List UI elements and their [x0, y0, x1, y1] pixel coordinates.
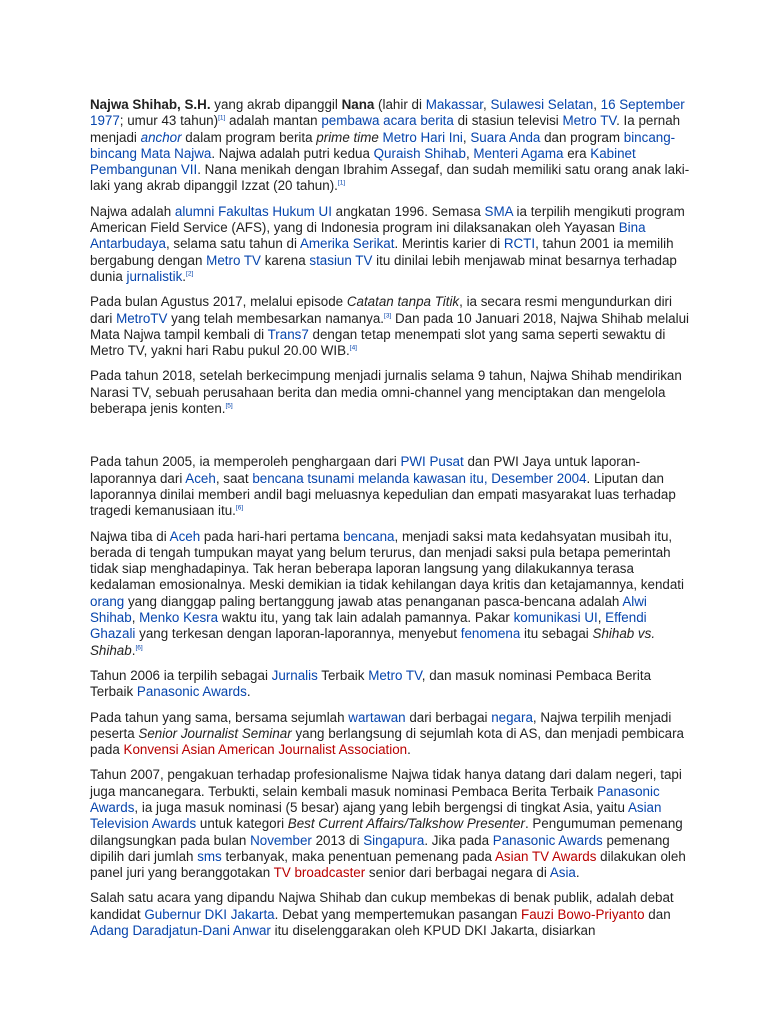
body-text: adalah mantan: [225, 113, 322, 129]
wiki-link[interactable]: Asian Television Awards: [90, 799, 662, 832]
body-text: Pada tahun 2018, setelah berkecimpung menjadi jurnalis selama 9 tahun, Najwa Shihab mendirikan Narasi TV, sebuah perusahaan berita dan media omni-channel yang menciptakan dan mengelola beberapa jenis konten.: [90, 368, 682, 417]
body-text: Terbaik: [317, 667, 369, 683]
article-body: [90, 97, 690, 948]
body-text: 2013 di: [311, 832, 364, 848]
redlink[interactable]: Konvensi Asian American Journalist Association: [123, 742, 408, 758]
wiki-link[interactable]: 16 September: [600, 97, 685, 112]
wiki-link[interactable]: November: [250, 832, 312, 848]
body-text: dari berbagai: [405, 709, 492, 725]
body-text: ; umur 43 tahun): [119, 113, 219, 129]
body-text: . Liputan dan laporannya dinilai memberi andil bagi meluasnya kepedulian dan empati masyarakat luas terhadap tragedi kemanusiaan itu.: [90, 470, 676, 519]
body-text: karena: [261, 252, 310, 268]
paragraph: [90, 529, 690, 659]
body-text: ,: [131, 610, 140, 626]
wiki-link[interactable]: fenomena: [460, 626, 521, 642]
wiki-link[interactable]: Singapura: [363, 832, 425, 848]
wiki-link[interactable]: Menko Kesra: [139, 610, 219, 626]
citation-ref[interactable]: [5]: [225, 402, 233, 410]
wiki-link[interactable]: pembawa acara berita: [321, 113, 454, 129]
paragraph: [90, 97, 690, 195]
italic-text: prime time: [316, 129, 379, 145]
body-text: . Jika pada: [424, 832, 493, 848]
wiki-link[interactable]: Fakultas Hukum UI: [218, 203, 332, 219]
paragraph: [90, 767, 690, 881]
wiki-link[interactable]: jurnalistik: [126, 268, 183, 284]
italic-text: Senior Journalist Seminar: [138, 725, 292, 741]
body-text: (lahir di: [374, 97, 426, 112]
body-text: ,: [593, 97, 601, 112]
wiki-link[interactable]: negara: [491, 709, 533, 725]
wiki-link[interactable]: Kabinet Pembangunan VII: [90, 145, 636, 178]
body-text: Pada tahun 2005, ia memperoleh penghargaan dari: [90, 454, 401, 470]
citation-ref[interactable]: [1]: [218, 114, 226, 122]
paragraph: [90, 710, 690, 759]
wiki-link[interactable]: Suara Anda: [470, 129, 541, 145]
body-text: , dan masuk nominasi Pembaca Berita Terbaik: [90, 667, 652, 700]
wiki-link[interactable]: komunikasi: [513, 610, 581, 626]
body-text: dan: [644, 906, 671, 922]
wiki-link[interactable]: Metro Hari Ini: [382, 129, 463, 145]
body-text: , menjadi saksi mata kedahsyatan musibah itu, berada di tengah tumpukan mayat yang belum terurus, dan menjadi saksi pula betapa pemerintah tidak siap menghadapinya. Tak heran beberapa laporan langsung yang dilakukannya terasa kedalaman emosionalnya. Meski demikian ia tidak kehilangan daya kritis dan ketajamannya, kendati: [90, 528, 684, 593]
body-text: dan PWI Jaya untuk laporan-laporannya dari: [90, 454, 641, 486]
wiki-link[interactable]: Aceh: [185, 470, 216, 486]
body-text: ,: [483, 97, 491, 112]
body-text: ia terpilih mengikuti program American Field Service (AFS), yang di Indonesia program ini dilaksanakan oleh Yayasan: [90, 203, 685, 236]
wiki-link[interactable]: DKI Jakarta: [204, 906, 275, 922]
wiki-link[interactable]: [141, 130, 182, 145]
wiki-link[interactable]: Aceh: [169, 528, 201, 544]
body-text: untuk kategori: [196, 816, 288, 832]
citation-ref[interactable]: [6]: [235, 504, 244, 512]
italic-text: Best Current Affairs/Talkshow Presenter: [287, 816, 525, 832]
body-text: angkatan 1996. Semasa: [331, 203, 485, 219]
body-text: di stasiun televisi: [453, 113, 563, 129]
body-text: , ia secara resmi mengundurkan diri dari: [90, 294, 672, 326]
body-text: Pada tahun yang sama, bersama sejumlah: [90, 709, 349, 725]
wiki-link[interactable]: Jurnalis: [271, 667, 318, 683]
wiki-link[interactable]: RCTI: [503, 236, 536, 252]
body-text: yang akrab dipanggil: [210, 97, 342, 112]
wiki-link[interactable]: wartawan: [348, 709, 406, 725]
body-text: dalam program berita: [181, 129, 317, 145]
body-text: ,: [465, 145, 474, 161]
body-text: terbanyak, maka penentuan pemenang pada: [221, 848, 495, 864]
wiki-link[interactable]: Sulawesi Selatan: [490, 97, 594, 112]
body-text: Tahun 2007, pengakuan terhadap profesionalisme Najwa tidak hanya datang dari dalam negeri, tapi juga mancanegara. Terbukti, selain kembali masuk nominasi Pembaca Berita Terbaik: [90, 767, 682, 799]
wiki-link[interactable]: Makassar: [425, 97, 483, 112]
wiki-link[interactable]: bencana: [343, 528, 395, 544]
wiki-link[interactable]: 1977: [90, 113, 120, 129]
body-text: yang telah membesarkan namanya.: [167, 310, 385, 326]
body-text: yang terkesan dengan laporan-laporannya, menyebut: [135, 626, 461, 642]
wiki-link[interactable]: UI: [584, 610, 598, 626]
redlink[interactable]: Asian TV Awards: [494, 848, 597, 864]
body-text: Tahun 2006 ia terpilih sebagai: [90, 667, 272, 683]
wiki-link[interactable]: Amerika Serikat: [299, 236, 395, 252]
wiki-link[interactable]: orang: [90, 593, 125, 609]
body-text: ,: [597, 610, 606, 626]
body-text: . Debat yang mempertemukan pasangan: [274, 906, 522, 922]
body-text: pada hari-hari pertama: [200, 528, 344, 544]
body-text: yang dianggap paling bertanggung jawab atas penanganan pasca-bencana adalah: [124, 593, 623, 609]
bold-text: Najwa Shihab, S.H.: [90, 97, 211, 112]
citation-ref[interactable]: [6]: [135, 644, 143, 652]
citation-ref[interactable]: [1]: [337, 180, 346, 188]
body-text: . Nana menikah dengan Ibrahim Assegaf, dan sudah memiliki satu orang anak laki-laki yang akrab dipanggil Izzat (20 tahun).: [90, 162, 690, 194]
body-text: dengan tetap menempati slot yang sama seperti sewaktu di Metro TV, yakni hari Rabu pukul 20.00 WIB.: [90, 326, 666, 359]
body-text: ,: [462, 129, 471, 145]
body-text: Pada bulan Agustus 2017, melalui episode: [90, 294, 347, 310]
redlink[interactable]: Fauzi Bowo-Priyanto: [521, 906, 645, 922]
body-text: . Najwa adalah putri kedua: [211, 145, 374, 161]
wiki-link[interactable]: Mata Najwa: [140, 145, 212, 161]
paragraph: [90, 668, 690, 701]
body-text: .: [246, 684, 251, 700]
body-text: Najwa tiba di: [90, 528, 170, 544]
body-text: itu sebagai: [520, 626, 593, 642]
italic-text: Catatan tanpa Titik: [346, 294, 460, 310]
wiki-link[interactable]: Panasonic Awards: [136, 684, 247, 700]
body-text: . Pengumuman pemenang dilangsungkan pada bulan: [90, 816, 683, 848]
body-text: , ia juga masuk nominasi (5 besar) ajang yang lebih bergengsi di tingkat Asia, yaitu: [134, 799, 628, 815]
paragraph: [90, 204, 690, 285]
wiki-link[interactable]: Menteri Agama: [473, 145, 564, 161]
paragraph: [90, 294, 690, 359]
body-text: dilakukan oleh panel juri yang beranggotakan: [90, 848, 686, 881]
redlink[interactable]: TV broadcaster: [273, 865, 366, 881]
paragraph: [90, 368, 690, 417]
wiki-link[interactable]: stasiun TV: [309, 252, 373, 268]
wiki-link[interactable]: Trans7: [267, 326, 309, 342]
wiki-link[interactable]: Effendi Ghazali: [90, 610, 647, 642]
citation-ref[interactable]: [4]: [349, 344, 357, 352]
paragraph: [90, 890, 690, 939]
body-text: . Merintis karier di: [394, 236, 504, 252]
wiki-link[interactable]: Metro TV: [562, 113, 617, 129]
citation-ref[interactable]: [2]: [186, 270, 194, 278]
wiki-link[interactable]: Quraish Shihab: [373, 145, 466, 161]
wiki-link[interactable]: Bina Antarbudaya: [90, 220, 646, 252]
body-text: itu diselenggarakan oleh KPUD DKI Jakarta, disiarkan: [270, 923, 596, 939]
italic-link-text: anchor: [140, 129, 182, 145]
wiki-link[interactable]: bincang-bincang: [90, 129, 676, 161]
citation-ref[interactable]: [3]: [384, 312, 392, 320]
wiki-link[interactable]: PWI Pusat: [400, 454, 464, 470]
body-text: yang berlangsung di sejumlah kota di AS, dan menjadi pembicara pada: [90, 725, 685, 758]
wiki-link[interactable]: alumni: [174, 203, 215, 219]
body-text: era: [563, 145, 591, 161]
wiki-link[interactable]: Panasonic Awards: [492, 832, 603, 848]
paragraph: [90, 454, 690, 519]
wiki-link[interactable]: Adang Daradjatun-Dani Anwar: [90, 923, 271, 939]
body-text: waktu itu, yang tak lain adalah pamannya. Pakar: [218, 610, 514, 626]
body-text: pemenang dipilih dari jumlah: [90, 832, 670, 864]
body-text: senior dari berbagai negara di: [365, 865, 550, 881]
wiki-link[interactable]: Metro TV: [206, 252, 261, 268]
wiki-link[interactable]: Asia: [549, 865, 576, 881]
body-text: Salah satu acara yang dipandu Najwa Shihab dan cukup membekas di benak publik, adalah debat kandidat: [90, 890, 674, 922]
body-text: .: [182, 268, 187, 284]
bold-text: Nana: [341, 97, 375, 112]
body-text: . Ia pernah menjadi: [90, 113, 681, 145]
body-text: , saat: [215, 470, 253, 486]
wiki-link[interactable]: Alwi Shihab: [90, 593, 647, 626]
body-text: .: [575, 865, 580, 881]
body-text: Dan pada 10 Januari 2018, Najwa Shihab melalui Mata Najwa tampil kembali di: [90, 310, 690, 342]
body-text: .: [131, 642, 136, 658]
wiki-link[interactable]: SMA: [484, 203, 513, 219]
body-text: , Najwa terpilih menjadi peserta: [90, 709, 672, 741]
body-text: itu dinilai lebih menjawab minat besarnya terhadap dunia: [90, 252, 677, 284]
wiki-link[interactable]: bencana tsunami melanda kawasan itu, Desember 2004: [252, 470, 587, 486]
wiki-link[interactable]: MetroTV: [116, 310, 168, 326]
italic-text: Shihab vs. Shihab: [90, 626, 656, 658]
body-text: dan program: [540, 129, 624, 145]
wiki-link[interactable]: sms: [197, 848, 222, 864]
body-text: , tahun 2001 ia memilih bergabung dengan: [90, 236, 674, 268]
body-text: , selama satu tahun di: [165, 236, 300, 252]
body-text: Najwa adalah: [90, 203, 175, 219]
wiki-link[interactable]: Panasonic Awards: [90, 783, 660, 815]
body-text: .: [407, 742, 411, 758]
wiki-link[interactable]: Gubernur: [144, 906, 201, 922]
wiki-link[interactable]: Metro TV: [368, 667, 422, 683]
